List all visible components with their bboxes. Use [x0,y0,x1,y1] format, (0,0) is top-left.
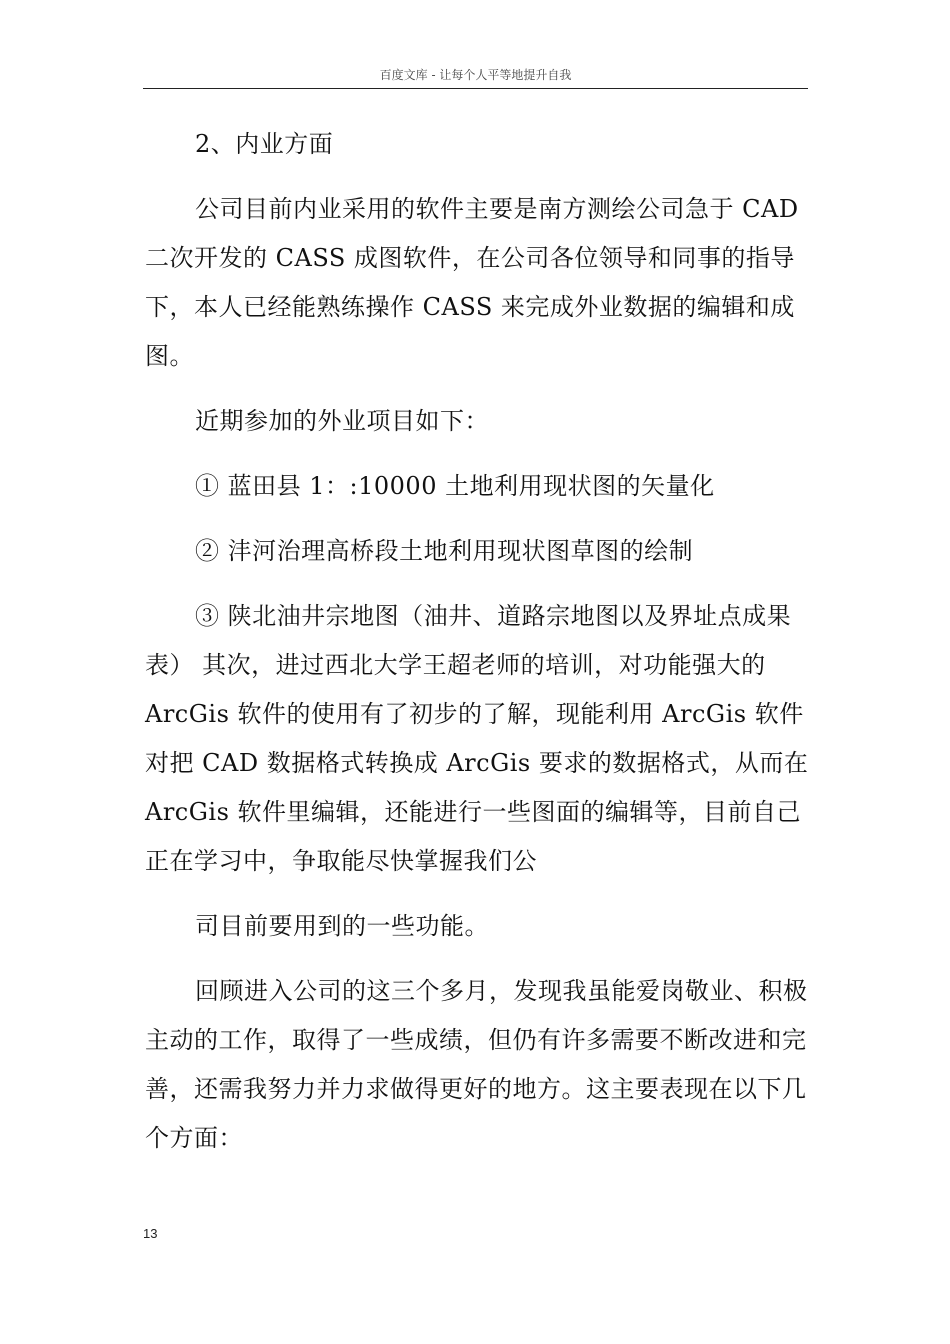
paragraph-projects-intro: 近期参加的外业项目如下： [195,407,489,435]
page-number: 13 [143,1226,158,1241]
paragraph-functions: 司目前要用到的一些功能。 [195,912,489,940]
list-item-1: ① 蓝田县 1：:10000 土地利用现状图的矢量化 [195,472,715,500]
section-heading: 2、内业方面 [195,130,334,158]
header-text: 百度文库 - 让每个人平等地提升自我 [379,68,572,82]
list-item-2: ② 沣河治理高桥段土地利用现状图草图的绘制 [195,537,694,565]
paragraph-review: 回顾进入公司的这三个多月，发现我虽能爱岗敬业、积极主动的工作，取得了一些成绩，但仍有许多需要不断改进和完善，还需我努力并力求做得更好的地方。这主要表现在以下几个方面： [145,977,808,1152]
page-header [143,62,808,89]
document-body [145,120,817,1179]
paragraph-software: 公司目前内业采用的软件主要是南方测绘公司急于 CAD 二次开发的 CASS 成图软件，在公司各位领导和同事的指导下，本人已经能熟练操作 CASS 来完成外业数据的编辑和成图。 [145,195,807,370]
list-item-3: ③ 陕北油井宗地图（油井、道路宗地图以及界址点成果表） 其次，进过西北大学王超老师的培训，对功能强大的 ArcGis 软件的使用有了初步的了解，现能利用 ArcGis 软件对把 CAD 数据格式转换成 ArcGis 要求的数据格式，从而在 ArcGis 软件里编辑，还能进行一些图面的编辑等，目前自己正在学习中，争取能尽快掌握我们公 [145,602,817,875]
